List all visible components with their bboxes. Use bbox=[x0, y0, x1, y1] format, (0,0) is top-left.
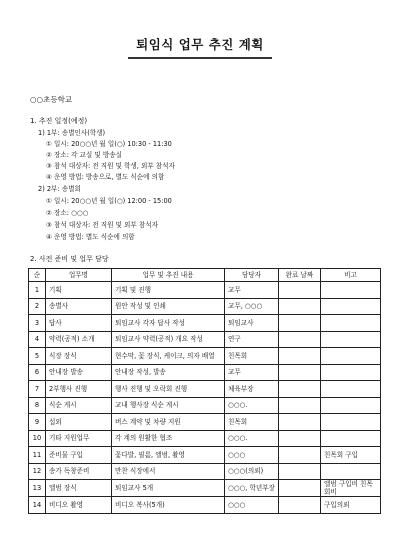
task-number: 13 bbox=[29, 480, 46, 497]
tasks-table bbox=[28, 268, 381, 514]
task-note bbox=[321, 381, 381, 398]
schedule-part2-item: ① 일시: 20○○년 월 일(○) 12:00 - 15:00 bbox=[46, 197, 172, 205]
task-note: 앨범 구입비 친목회비 bbox=[321, 480, 381, 497]
task-owner: ○○○ bbox=[225, 447, 279, 464]
task-name: 송가 독창준비 bbox=[46, 463, 112, 480]
task-done-date bbox=[279, 331, 321, 348]
task-owner: 퇴임교사 bbox=[225, 315, 279, 332]
table-row bbox=[29, 381, 381, 398]
task-number: 12 bbox=[29, 463, 46, 480]
task-content: 비디오 복사(5개) bbox=[112, 497, 225, 514]
table-row bbox=[29, 463, 381, 480]
task-done-date bbox=[279, 447, 321, 464]
table-row bbox=[29, 298, 381, 315]
task-done-date bbox=[279, 397, 321, 414]
schedule-part2-label: 2) 2부: 송별회 bbox=[38, 185, 81, 193]
tasks-heading: 2. 사전 준비 및 업무 담당 bbox=[30, 255, 109, 263]
task-name: 준비물 구입 bbox=[46, 447, 112, 464]
task-content: 안내장 작성, 발송 bbox=[112, 364, 225, 381]
task-owner: ○○○(의뢰) bbox=[225, 463, 279, 480]
task-name: 기타 지원업무 bbox=[46, 430, 112, 447]
task-name: 앨범 장식 bbox=[46, 480, 112, 497]
task-content: 퇴임교사 5개 bbox=[112, 480, 225, 497]
task-content: 기획 및 진행 bbox=[112, 282, 225, 299]
task-number: 3 bbox=[29, 315, 46, 332]
task-content: 원안 작성 및 인쇄 bbox=[112, 298, 225, 315]
column-header: 담당자 bbox=[225, 269, 279, 282]
column-header: 업무명 bbox=[46, 269, 112, 282]
task-name: 섭외 bbox=[46, 414, 112, 431]
task-name: 식순 게시 bbox=[46, 397, 112, 414]
schedule-part2-item: ④ 운영 방법: 별도 식순에 의함 bbox=[46, 233, 135, 241]
schedule-part1-item: ③ 참석 대상자: 전 직원 및 학생, 외부 참석자 bbox=[46, 162, 175, 170]
column-header: 완료 날짜 bbox=[279, 269, 321, 282]
task-done-date bbox=[279, 414, 321, 431]
task-content: 교내 행사장 식순 게시 bbox=[112, 397, 225, 414]
task-note bbox=[321, 315, 381, 332]
table-row bbox=[29, 414, 381, 431]
schedule-part1-label: 1) 1부: 송별인사(학생) bbox=[38, 129, 106, 137]
task-owner: ○○○. bbox=[225, 397, 279, 414]
table-row bbox=[29, 397, 381, 414]
task-content: 만찬 식장에서 bbox=[112, 463, 225, 480]
task-name: 비디오 촬영 bbox=[46, 497, 112, 514]
column-header: 업무 및 추진 내용 bbox=[112, 269, 225, 282]
task-done-date bbox=[279, 463, 321, 480]
task-content: 행사 진행 및 오락회 진행 bbox=[112, 381, 225, 398]
task-number: 5 bbox=[29, 348, 46, 365]
task-owner: ○○○ bbox=[225, 497, 279, 514]
task-note: 친목회 구입 bbox=[321, 447, 381, 464]
task-note bbox=[321, 463, 381, 480]
column-header: 순 bbox=[29, 269, 46, 282]
task-done-date bbox=[279, 497, 321, 514]
task-number: 1 bbox=[29, 282, 46, 299]
task-note bbox=[321, 430, 381, 447]
task-content: 버스 계약 및 차량 지원 bbox=[112, 414, 225, 431]
task-number: 9 bbox=[29, 414, 46, 431]
task-name: 답사 bbox=[46, 315, 112, 332]
task-done-date bbox=[279, 298, 321, 315]
task-content: 퇴임교사 약력(공적) 개요 작성 bbox=[112, 331, 225, 348]
schedule-part1-item: ① 일시: 20○○년 월 일(○) 10:30 - 11:30 bbox=[46, 140, 172, 148]
task-owner: 체육부장 bbox=[225, 381, 279, 398]
task-done-date bbox=[279, 315, 321, 332]
table-row bbox=[29, 331, 381, 348]
schedule-part2-item: ② 장소: ○○○ bbox=[46, 209, 89, 217]
task-note bbox=[321, 364, 381, 381]
task-content: 현수막, 꽃 장식, 케이크, 의자 배열 bbox=[112, 348, 225, 365]
task-note bbox=[321, 348, 381, 365]
table-row bbox=[29, 430, 381, 447]
task-name: 기획 bbox=[46, 282, 112, 299]
schedule-part2-item: ③ 참석 대상자: 전 직원 및 외부 참석자 bbox=[46, 221, 158, 229]
task-content: 각 계의 원활한 협조 bbox=[112, 430, 225, 447]
task-done-date bbox=[279, 430, 321, 447]
task-done-date bbox=[279, 348, 321, 365]
task-note bbox=[321, 282, 381, 299]
task-owner: 교무 bbox=[225, 282, 279, 299]
task-note bbox=[321, 298, 381, 315]
task-number: 7 bbox=[29, 381, 46, 398]
task-owner: 교무 bbox=[225, 364, 279, 381]
task-number: 6 bbox=[29, 364, 46, 381]
task-number: 10 bbox=[29, 430, 46, 447]
task-name: 송별사 bbox=[46, 298, 112, 315]
table-row bbox=[29, 315, 381, 332]
task-number: 8 bbox=[29, 397, 46, 414]
task-name: 안내장 발송 bbox=[46, 364, 112, 381]
task-note bbox=[321, 331, 381, 348]
task-owner: ○○○, 학년부장 bbox=[225, 480, 279, 497]
schedule-heading: 1. 추진 일정(예정) bbox=[30, 117, 88, 125]
column-header: 비고 bbox=[321, 269, 381, 282]
task-owner: 친목회 bbox=[225, 414, 279, 431]
school-name: ○○초등학교 bbox=[30, 95, 73, 104]
table-row bbox=[29, 480, 381, 497]
task-name: 2부행사 진행 bbox=[46, 381, 112, 398]
task-note bbox=[321, 397, 381, 414]
task-number: 2 bbox=[29, 298, 46, 315]
document-title: 퇴임식 업무 추진 계획 bbox=[128, 35, 272, 59]
table-row bbox=[29, 282, 381, 299]
task-name: 약력(공적) 소개 bbox=[46, 331, 112, 348]
task-content: 꽃다발, 필름, 앨범, 촬영 bbox=[112, 447, 225, 464]
table-row bbox=[29, 497, 381, 514]
schedule-part1-item: ④ 운영 방법: 방송으로, 별도 식순에 의함 bbox=[46, 173, 165, 181]
task-done-date bbox=[279, 381, 321, 398]
task-number: 14 bbox=[29, 497, 46, 514]
task-done-date bbox=[279, 364, 321, 381]
task-content: 퇴임교사 각자 답사 작성 bbox=[112, 315, 225, 332]
task-owner: 교무, ○○○ bbox=[225, 298, 279, 315]
task-note bbox=[321, 414, 381, 431]
table-row bbox=[29, 447, 381, 464]
task-note: 구입의뢰 bbox=[321, 497, 381, 514]
task-number: 11 bbox=[29, 447, 46, 464]
task-done-date bbox=[279, 282, 321, 299]
title-wrap bbox=[0, 34, 400, 59]
task-done-date bbox=[279, 480, 321, 497]
task-name: 식장 장식 bbox=[46, 348, 112, 365]
table-row bbox=[29, 348, 381, 365]
task-number: 4 bbox=[29, 331, 46, 348]
task-owner: ○○○. bbox=[225, 430, 279, 447]
table-header-row bbox=[29, 269, 381, 282]
task-owner: 연구 bbox=[225, 331, 279, 348]
task-owner: 친목회 bbox=[225, 348, 279, 365]
schedule-part1-item: ② 장소: 각 교실 및 방송실 bbox=[46, 151, 122, 159]
table-row bbox=[29, 364, 381, 381]
